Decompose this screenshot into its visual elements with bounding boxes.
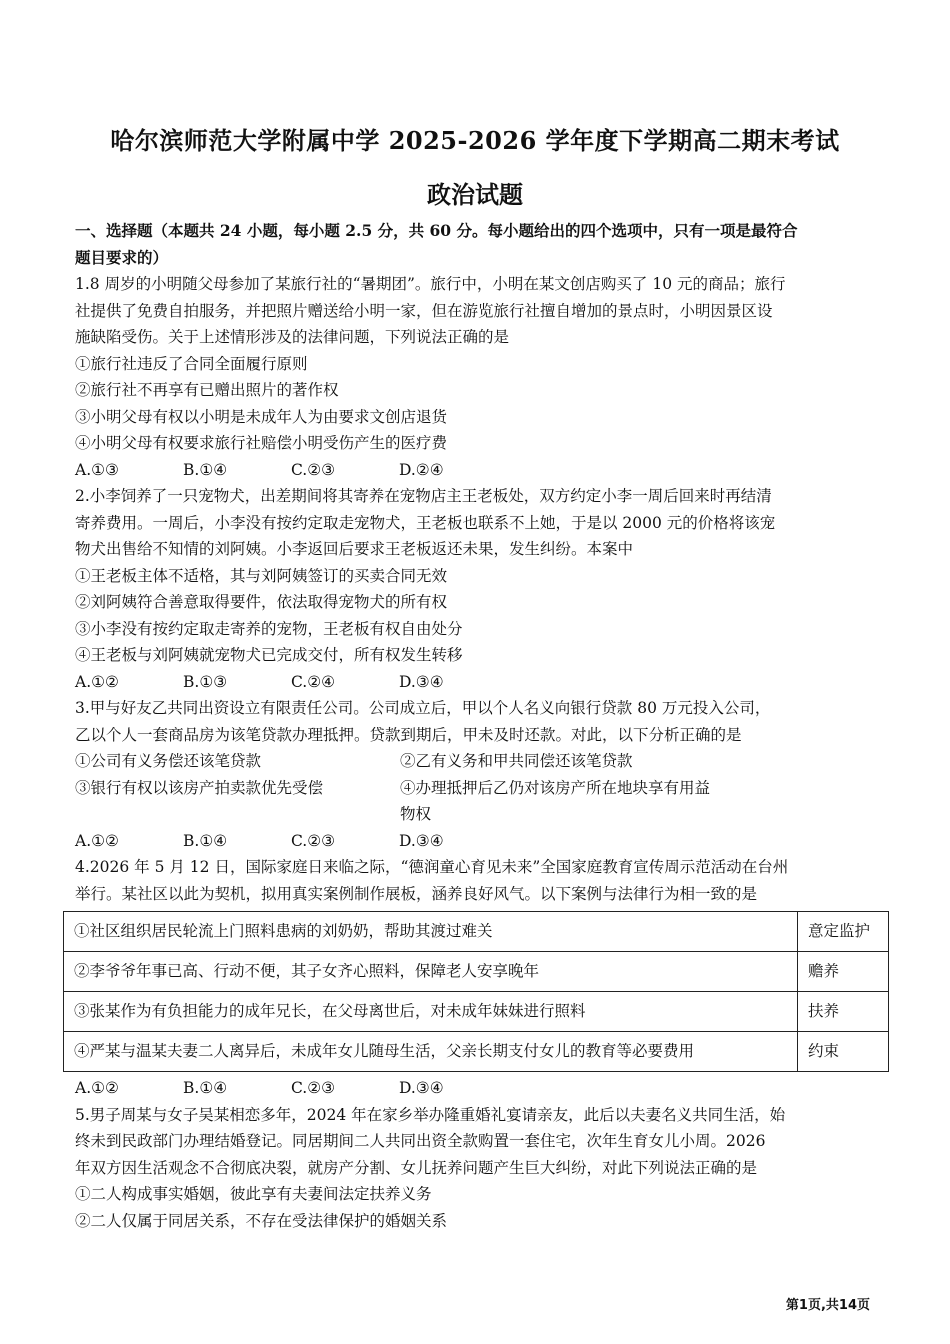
question-text: 施缺陷受伤。关于上述情形涉及的法律问题，下列说法正确的是 [75,328,510,346]
answer-options [75,828,885,855]
case-table [63,911,889,1072]
option-a: A.①② [75,1079,119,1097]
table-row [64,992,889,1032]
option-d: D.③④ [399,672,444,691]
term-cell: 约束 [798,1032,889,1072]
option-c: C.②③ [291,831,336,850]
statement-item: ①旅行社违反了合同全面履行原则 [75,354,308,373]
term-cell: 赡养 [798,952,889,992]
option-d: D.③④ [399,1079,444,1097]
option-b: B.①④ [183,831,228,850]
option-a: A.①② [75,672,119,691]
option-c: C.②③ [291,1079,336,1097]
statement-item: ④王老板与刘阿姨就宠物犬已完成交付，所有权发生转移 [75,646,463,664]
term-cell: 扶养 [798,992,889,1032]
statement-item: ①王老板主体不适格，其与刘阿姨签订的买卖合同无效 [75,566,448,585]
statement-item: ④办理抵押后乙仍对该房产所在地块享有用益物权 [400,778,711,823]
option-c: C.②③ [291,460,336,479]
answer-options [75,669,885,696]
question-text: 举行。某社区以此为契机，拟用真实案例制作展板，涵养良好风气。以下案例与法律行为相一致的是 [75,884,758,903]
table-row [64,912,889,952]
page-number: 第1页,共14页 [785,1298,870,1313]
answer-options [75,457,885,484]
case-cell: ③张某作为有负担能力的成年兄长，在父母离世后，对未成年妹妹进行照料 [64,992,798,1032]
question-text: 4.2026 年 5 月 12 日，国际家庭日来临之际，“德润童心育见未来”全国家庭教育宣传周示范活动在台州 [75,858,789,876]
question-3 [75,695,885,854]
option-d: D.②④ [399,460,444,479]
statement-item: ①公司有义务偿还该笔贷款 [75,752,262,770]
exam-subtitle: 政治试题 [427,180,523,209]
term-cell: 意定监护 [798,912,889,952]
statement-item: ②二人仅属于同居关系，不存在受法律保护的婚姻关系 [75,1211,448,1230]
statement-item: ④小明父母有权要求旅行社赔偿小明受伤产生的医疗费 [75,434,448,452]
option-a: A.①② [75,831,119,850]
statement-item: ②刘阿姨符合善意取得要件，依法取得宠物犬的所有权 [75,593,448,611]
option-a: A.①③ [75,460,119,479]
section-heading-cont: 题目要求的） [75,247,169,267]
statement-item: ③小明父母有权以小明是未成年人为由要求文创店退货 [75,407,448,426]
question-text: 1.8 周岁的小明随父母参加了某旅行社的“暑期团”。旅行中，小明在某文创店购买了 10 元的商品；旅行 [75,275,786,293]
statement-item: ①二人构成事实婚姻，彼此享有夫妻间法定扶养义务 [75,1185,432,1203]
question-text: 2.小李饲养了一只宠物犬，出差期间将其寄养在宠物店主王老板处，双方约定小李一周后回来时再结清 [75,487,772,505]
section-heading: 一、选择题（本题共 24 小题，每小题 2.5 分，共 60 分。每小题给出的四个选项中，只有一项是最符合 [75,221,798,240]
question-4 [75,854,885,1102]
question-text: 乙以个人一套商品房为该笔贷款办理抵押。贷款到期后，甲未及时还款。对此，以下分析正确的是 [75,725,742,744]
question-text: 终未到民政部门办理结婚登记。同居期间二人共同出资全款购置一套住宅，次年生育女儿小周。2026 [75,1132,766,1150]
table-row [64,952,889,992]
option-b: B.①④ [183,1079,228,1097]
case-cell: ②李爷爷年事已高、行动不便，其子女齐心照料，保障老人安享晚年 [64,952,798,992]
question-text: 3.甲与好友乙共同出资设立有限责任公司。公司成立后，甲以个人名义向银行贷款 80 万元投入公司， [75,699,771,717]
question-1 [75,271,885,483]
option-d: D.③④ [399,831,444,850]
exam-content [75,218,885,1234]
option-c: C.②④ [291,672,336,691]
statement-item: ③小李没有按约定取走寄养的宠物，王老板有权自由处分 [75,619,463,638]
statement-row [75,775,885,828]
question-text: 5.男子周某与女子吴某相恋多年，2024 年在家乡举办隆重婚礼宴请亲友，此后以夫妻名义共同生活，始 [75,1105,786,1124]
case-cell: ①社区组织居民轮流上门照料患病的刘奶奶，帮助其渡过难关 [64,912,798,952]
question-text: 物犬出售给不知情的刘阿姨。小李返回后要求王老板返还未果，发生纠纷。本案中 [75,540,634,558]
statement-item: ②旅行社不再享有已赠出照片的著作权 [75,381,339,399]
answer-options [75,1075,885,1102]
question-text: 年双方因生活观念不合彻底决裂，就房产分割、女儿抚养问题产生巨大纠纷，对此下列说法正确的是 [75,1158,758,1177]
option-b: B.①③ [183,672,228,691]
question-5 [75,1102,885,1235]
question-text: 寄养费用。一周后，小李没有按约定取走宠物犬，王老板也联系不上她，于是以 2000 元的价格将该宠 [75,513,776,532]
option-b: B.①④ [183,460,228,479]
statement-row [75,748,885,775]
case-cell: ④严某与温某夫妻二人离异后，未成年女儿随母生活，父亲长期支付女儿的教育等必要费用 [64,1032,798,1072]
statement-item: ②乙有义务和甲共同偿还该笔贷款 [400,752,633,770]
statement-item: ③银行有权以该房产拍卖款优先受偿 [75,778,324,797]
exam-title: 哈尔滨师范大学附属中学 2025-2026 学年度下学期高二期末考试 [110,126,840,155]
table-row [64,1032,889,1072]
question-text: 社提供了免费自拍服务，并把照片赠送给小明一家，但在游览旅行社擅自增加的景点时，小明因景区设 [75,301,773,320]
question-2 [75,483,885,695]
